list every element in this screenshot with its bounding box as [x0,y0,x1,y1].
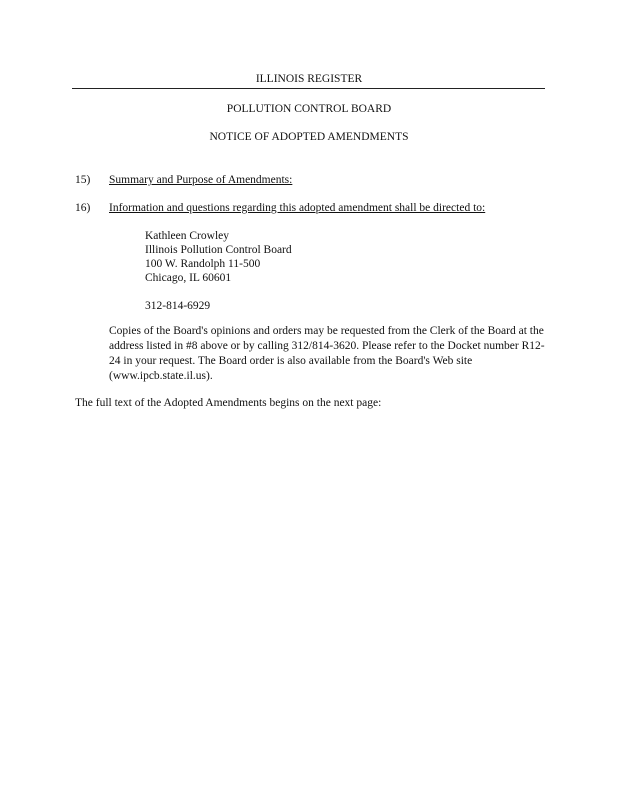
contact-street: 100 W. Randolph 11-500 [145,258,261,270]
contact-phone: 312-814-6929 [145,300,211,312]
copies-paragraph: Copies of the Board's opinions and orders may be requested from the Clerk of the Board at the address listed in #8 above or by calling 312/814-3620. Please refer to the Docket number R12-24 in your request. The Board order is also available from the Board's Web site (www.ipcb.state.il.us). [109,325,545,382]
contact-name: Kathleen Crowley [145,230,229,242]
item-16-number: 16) [75,202,91,214]
contact-organization: Illinois Pollution Control Board [145,244,292,256]
notice-title: NOTICE OF ADOPTED AMENDMENTS [209,131,409,143]
item-16-heading: Information and questions regarding this adopted amendment shall be directed to: [109,202,486,214]
item-15-number: 15) [75,174,91,186]
register-title: ILLINOIS REGISTER [255,73,363,85]
item-15-heading: Summary and Purpose of Amendments: [109,174,293,186]
header-divider [72,88,545,89]
closing-line: The full text of the Adopted Amendments begins on the next page: [75,397,382,409]
board-name: POLLUTION CONTROL BOARD [226,103,392,115]
contact-city: Chicago, IL 60601 [145,272,232,284]
